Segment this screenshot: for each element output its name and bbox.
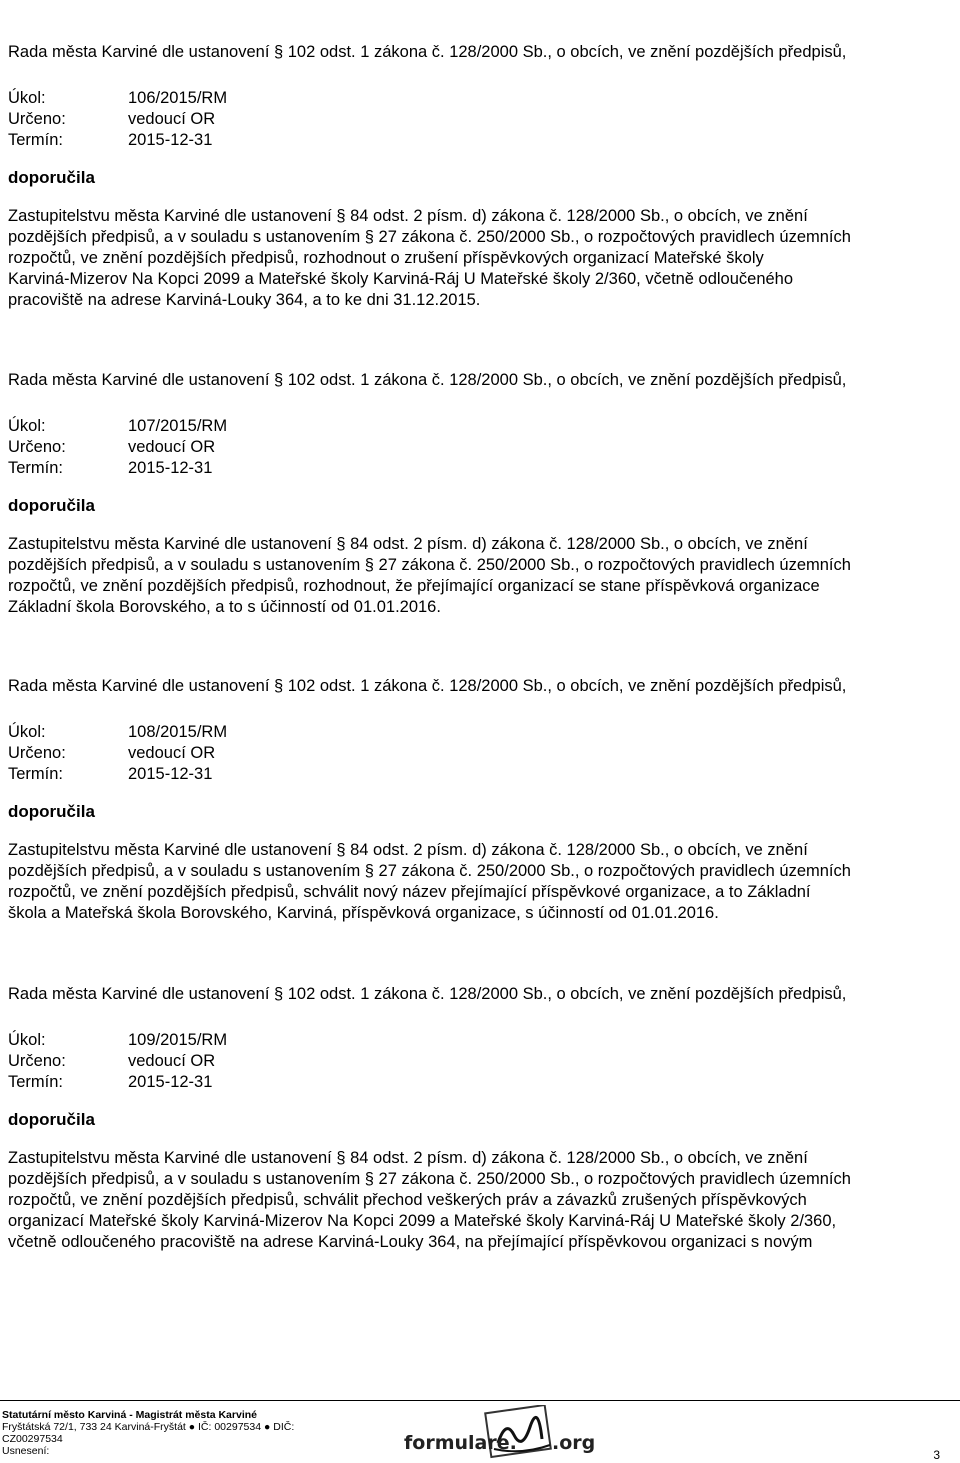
page-footer [0, 1400, 960, 1463]
resolution-line: organizací Mateřské školy Karviná-Mizerov Na Kopci 2099 a Mateřské školy Karviná-Ráj U Mateřské školy 2/360, [8, 1212, 837, 1230]
task-row [8, 88, 956, 109]
task-label: Úkol: [8, 723, 46, 741]
task-value: 109/2015/RM [128, 1031, 228, 1049]
assigned-label: Určeno: [8, 1052, 66, 1070]
assigned-label: Určeno: [8, 438, 66, 456]
resolution-line: včetně odloučeného pracoviště na adrese Karviná-Louky 364, na přejímající příspěvkovou organizaci s novým [8, 1233, 813, 1251]
deadline-row [8, 764, 956, 785]
task-value: 106/2015/RM [128, 89, 228, 107]
resolution-line: Karviná-Mizerov Na Kopci 2099 a Mateřské školy Karviná-Ráj U Mateřské školy 2/360, včetně odloučeného [8, 270, 794, 288]
deadline-row [8, 458, 956, 479]
task-label: Úkol: [8, 1031, 46, 1049]
assigned-row [8, 109, 956, 130]
deadline-label: Termín: [8, 765, 64, 783]
task-row [8, 416, 956, 437]
resolution-meta [8, 416, 956, 479]
task-value: 108/2015/RM [128, 723, 228, 741]
resolution-line: škola a Mateřská škola Borovského, Karviná, příspěvková organizace, s účinností od 01.01.2016. [8, 904, 719, 922]
task-label: Úkol: [8, 89, 46, 107]
deadline-label: Termín: [8, 459, 64, 477]
footer-vat: CZ00297534 [2, 1433, 63, 1445]
resolution-meta [8, 88, 956, 151]
resolution-line: rozpočtů, ve znění pozdějších předpisů, rozhodnout, že přejímající organizací se stane příspěvková organizace [8, 577, 820, 595]
resolution-meta [8, 1030, 956, 1093]
task-row [8, 1030, 956, 1051]
resolution-intro: Rada města Karviné dle ustanovení § 102 odst. 1 zákona č. 128/2000 Sb., o obcích, ve znění pozdějších předpisů, [8, 371, 847, 389]
resolution-block [8, 984, 956, 1253]
task-row [8, 722, 956, 743]
footer-info [2, 1409, 294, 1457]
footer-doc: Usnesení: [2, 1445, 50, 1457]
resolution-block [8, 676, 956, 924]
deadline-value: 2015-12-31 [128, 765, 213, 783]
resolution-text [8, 840, 956, 924]
resolution-intro: Rada města Karviné dle ustanovení § 102 odst. 1 zákona č. 128/2000 Sb., o obcích, ve znění pozdějších předpisů, [8, 985, 847, 1003]
assigned-row [8, 1051, 956, 1072]
task-label: Úkol: [8, 417, 46, 435]
footer-org: Statutární město Karviná - Magistrát města Karviné [2, 1409, 257, 1421]
assigned-row [8, 743, 956, 764]
logo-right-text: .org [552, 1432, 596, 1454]
assigned-value: vedoucí OR [128, 110, 216, 128]
deadline-value: 2015-12-31 [128, 131, 213, 149]
deadline-label: Termín: [8, 131, 64, 149]
assigned-label: Určeno: [8, 744, 66, 762]
deadline-value: 2015-12-31 [128, 1073, 213, 1091]
block-spacer [8, 924, 956, 984]
block-spacer [8, 311, 956, 370]
recommend-heading: doporučila [8, 496, 95, 515]
deadline-row [8, 1072, 956, 1093]
resolution-text [8, 1148, 956, 1253]
assigned-value: vedoucí OR [128, 1052, 216, 1070]
resolution-line: pozdějších předpisů, a v souladu s ustanovením § 27 zákona č. 250/2000 Sb., o rozpočtových pravidlech územních [8, 862, 851, 880]
assigned-label: Určeno: [8, 110, 66, 128]
resolution-line: pozdějších předpisů, a v souladu s ustanovením § 27 zákona č. 250/2000 Sb., o rozpočtových pravidlech územních [8, 228, 851, 246]
resolution-text [8, 534, 956, 618]
resolution-meta [8, 722, 956, 785]
resolution-block [8, 42, 956, 311]
recommend-heading: doporučila [8, 802, 95, 821]
resolution-line: Zastupitelstvu města Karviné dle ustanovení § 84 odst. 2 písm. d) zákona č. 128/2000 Sb., o obcích, ve znění [8, 841, 808, 859]
deadline-label: Termín: [8, 1073, 64, 1091]
resolution-line: Zastupitelstvu města Karviné dle ustanovení § 84 odst. 2 písm. d) zákona č. 128/2000 Sb., o obcích, ve znění [8, 1149, 808, 1167]
resolution-intro: Rada města Karviné dle ustanovení § 102 odst. 1 zákona č. 128/2000 Sb., o obcích, ve znění pozdějších předpisů, [8, 677, 847, 695]
logo-left-text: formulare. [404, 1432, 517, 1454]
assigned-value: vedoucí OR [128, 744, 216, 762]
assigned-value: vedoucí OR [128, 438, 216, 456]
resolution-line: rozpočtů, ve znění pozdějších předpisů, rozhodnout o zrušení příspěvkových organizací Mateřské školy [8, 249, 764, 267]
recommend-heading: doporučila [8, 168, 95, 187]
resolution-line: pozdějších předpisů, a v souladu s ustanovením § 27 zákona č. 250/2000 Sb., o rozpočtových pravidlech územních [8, 1170, 851, 1188]
resolution-line: Zastupitelstvu města Karviné dle ustanovení § 84 odst. 2 písm. d) zákona č. 128/2000 Sb., o obcích, ve znění [8, 207, 808, 225]
resolution-line: Základní škola Borovského, a to s účinností od 01.01.2016. [8, 598, 441, 616]
assigned-row [8, 437, 956, 458]
formulare-logo [402, 1405, 612, 1461]
resolution-intro: Rada města Karviné dle ustanovení § 102 odst. 1 zákona č. 128/2000 Sb., o obcích, ve znění pozdějších předpisů, [8, 43, 847, 61]
page-number: 3 [933, 1448, 940, 1462]
resolution-line: rozpočtů, ve znění pozdějších předpisů, schválit přechod veškerých práv a závazků zrušených příspěvkových [8, 1191, 807, 1209]
block-spacer [8, 618, 956, 676]
resolution-line: pracoviště na adrese Karviná-Louky 364, a to ke dni 31.12.2015. [8, 291, 481, 309]
footer-address: Fryštátská 72/1, 733 24 Karviná-Fryštát ● IČ: 00297534 ● DIČ: [2, 1421, 295, 1433]
task-value: 107/2015/RM [128, 417, 228, 435]
resolution-line: rozpočtů, ve znění pozdějších předpisů, schválit nový název přejímající příspěvkové organizace, a to Základní [8, 883, 811, 901]
resolution-block [8, 370, 956, 618]
resolution-line: pozdějších předpisů, a v souladu s ustanovením § 27 zákona č. 250/2000 Sb., o rozpočtových pravidlech územních [8, 556, 851, 574]
resolution-line: Zastupitelstvu města Karviné dle ustanovení § 84 odst. 2 písm. d) zákona č. 128/2000 Sb., o obcích, ve znění [8, 535, 808, 553]
deadline-row [8, 130, 956, 151]
deadline-value: 2015-12-31 [128, 459, 213, 477]
recommend-heading: doporučila [8, 1110, 95, 1129]
resolution-text [8, 206, 956, 311]
document-page [8, 42, 956, 1253]
